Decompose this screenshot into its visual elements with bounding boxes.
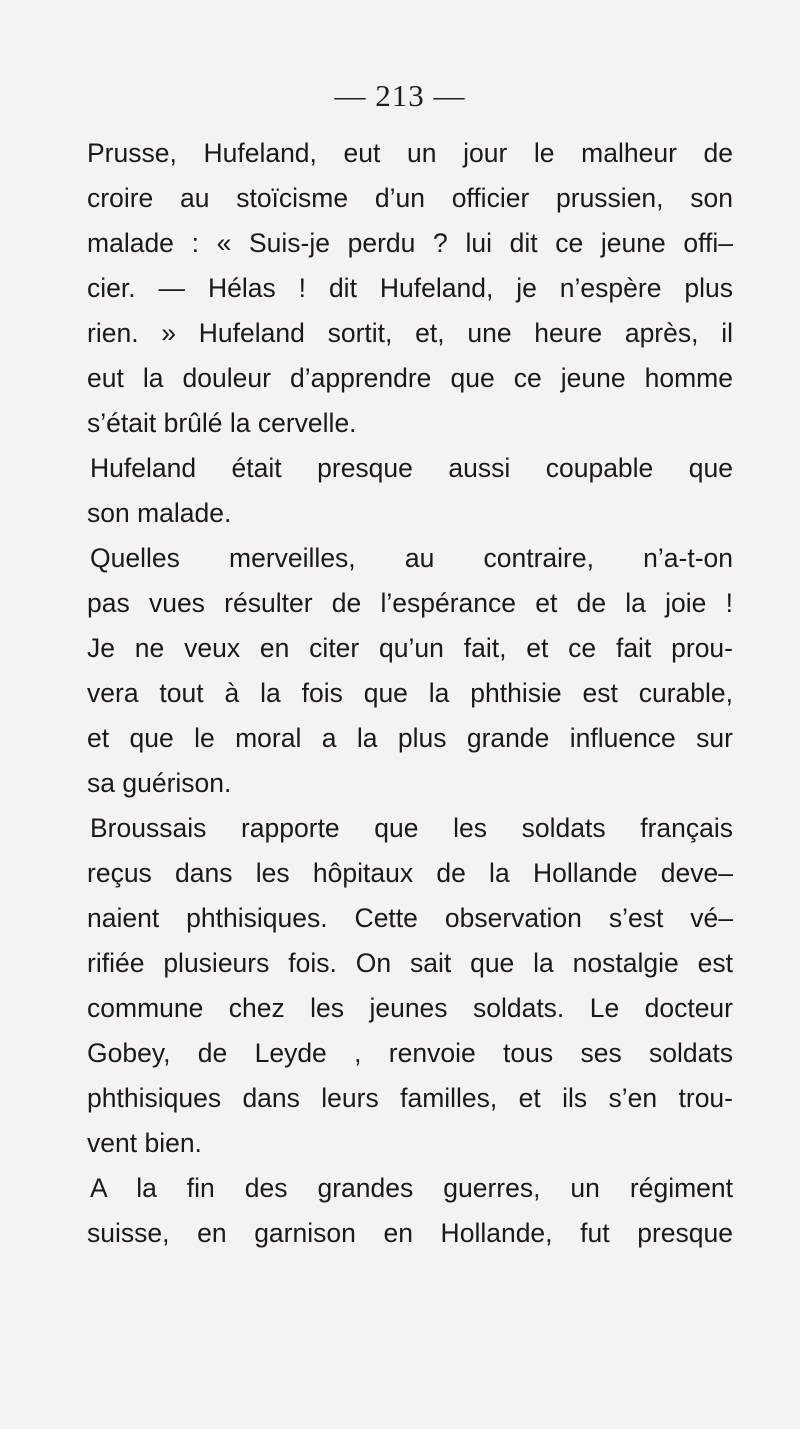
text-line: suisse, en garnison en Hollande, fut presque	[87, 1218, 733, 1248]
text-line: rien. » Hufeland sortit, et, une heure après, il	[87, 318, 733, 348]
text-line: Gobey, de Leyde , renvoie tous ses soldats	[87, 1038, 733, 1068]
text-line: son malade.	[87, 498, 232, 528]
text-line: vera tout à la fois que la phthisie est curable,	[87, 678, 733, 708]
text-line: Broussais rapporte que les soldats français	[90, 813, 733, 843]
text-line: cier. — Hélas ! dit Hufeland, je n’espère plus	[87, 273, 733, 303]
text-line: eut la douleur d’apprendre que ce jeune homme	[87, 363, 733, 393]
text-line: Quelles merveilles, au contraire, n’a-t-on	[90, 543, 733, 573]
text-line: A la fin des grandes guerres, un régiment	[90, 1173, 733, 1203]
text-line: reçus dans les hôpitaux de la Hollande deve–	[87, 858, 733, 888]
text-line: commune chez les jeunes soldats. Le docteur	[87, 993, 733, 1023]
text-line: s’était brûlé la cervelle.	[87, 408, 357, 438]
text-line: Je ne veux en citer qu’un fait, et ce fait prou-	[87, 633, 733, 663]
text-line: et que le moral a la plus grande influence sur	[87, 723, 733, 753]
text-line: rifiée plusieurs fois. On sait que la nostalgie est	[87, 948, 733, 978]
text-line: vent bien.	[87, 1128, 202, 1158]
text-line: Hufeland était presque aussi coupable que	[90, 453, 733, 483]
text-line: naient phthisiques. Cette observation s’est vé–	[87, 903, 733, 933]
text-line: malade : « Suis-je perdu ? lui dit ce jeune offi–	[87, 228, 733, 258]
text-line: croire au stoïcisme d’un officier prussien, son	[87, 183, 733, 213]
text-line: pas vues résulter de l’espérance et de la joie !	[87, 588, 733, 618]
text-line: Prusse, Hufeland, eut un jour le malheur de	[87, 138, 733, 168]
text-line: sa guérison.	[87, 768, 232, 798]
page-number: — 213 —	[334, 78, 466, 113]
body-text	[87, 131, 733, 1256]
text-line: phthisiques dans leurs familles, et ils s’en trou-	[87, 1083, 733, 1113]
